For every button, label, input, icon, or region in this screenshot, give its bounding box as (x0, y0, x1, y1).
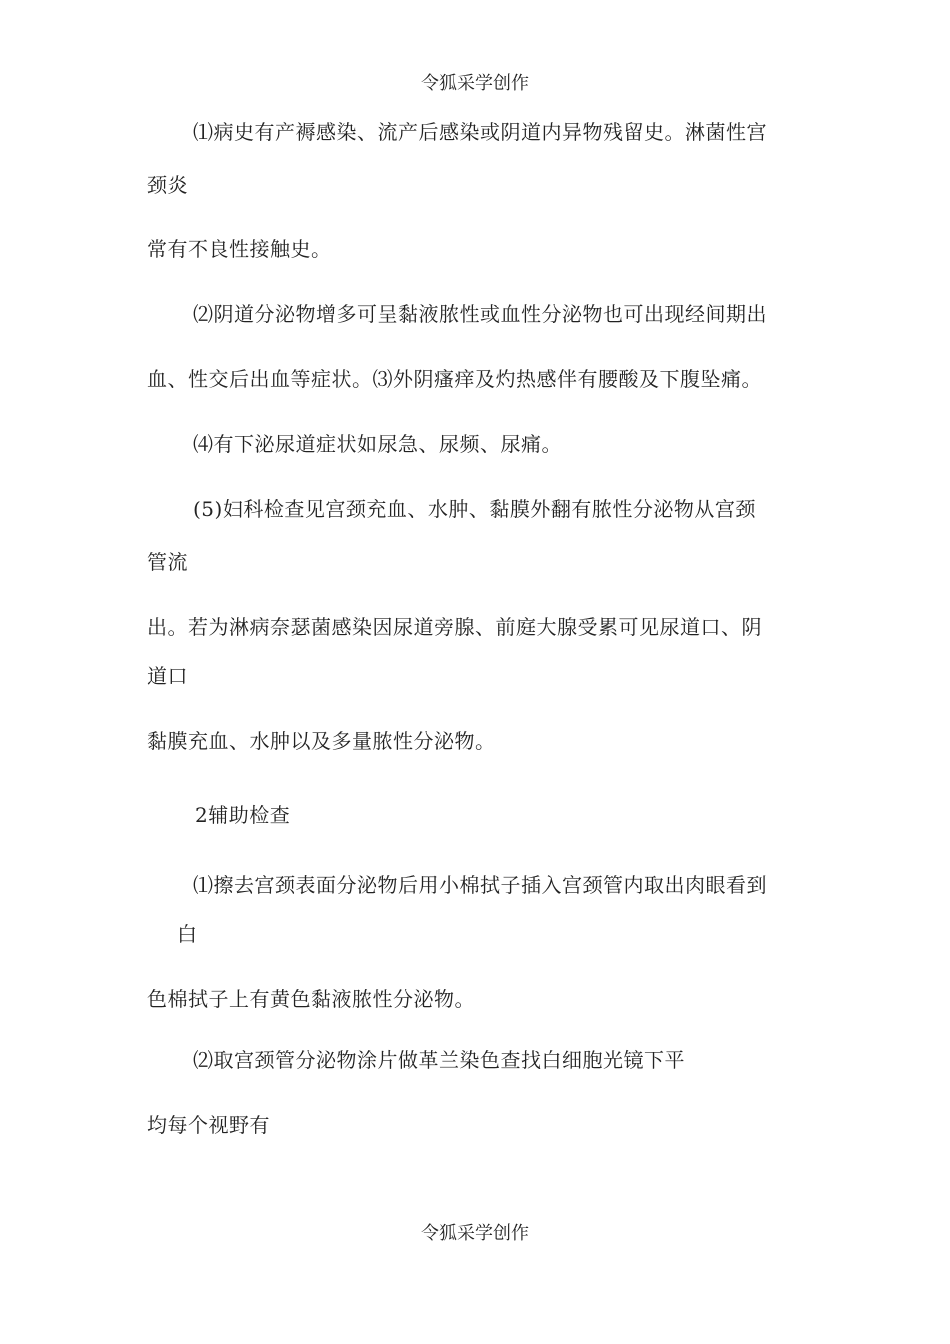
text-line: 出。若为淋病奈瑟菌感染因尿道旁腺、前庭大腺受累可见尿道口、阴 (147, 615, 762, 639)
text-line: ⑵阴道分泌物增多可呈黏液脓性或血性分泌物也可出现经间期出 (193, 302, 767, 326)
text-line: ⑴病史有产褥感染、流产后感染或阴道内异物残留史。淋菌性宫 (193, 120, 767, 144)
section-heading: 2辅助检查 (195, 803, 291, 827)
text-line: 色棉拭子上有黄色黏液脓性分泌物。 (147, 987, 475, 1011)
text-line: 白 (177, 922, 198, 946)
text-line: ⑴擦去宫颈表面分泌物后用小棉拭子插入宫颈管内取出肉眼看到 (193, 873, 767, 897)
text-line: 血、性交后出血等症状。⑶外阴瘙痒及灼热感伴有腰酸及下腹坠痛。 (147, 367, 762, 391)
text-line: 颈炎 (147, 173, 188, 197)
text-line: 黏膜充血、水肿以及多量脓性分泌物。 (147, 729, 496, 753)
text-line: 管流 (147, 550, 188, 574)
text-line: 均每个视野有 (147, 1113, 270, 1137)
text-line: ⑵取宫颈管分泌物涂片做革兰染色查找白细胞光镜下平 (193, 1048, 685, 1072)
text-line: (5)妇科检查见宫颈充血、水肿、黏膜外翻有脓性分泌物从宫颈 (193, 497, 756, 521)
text-line: 常有不良性接触史。 (147, 237, 332, 261)
page-footer: 令狐采学创作 (421, 1223, 529, 1244)
page-header: 令狐采学创作 (421, 73, 529, 94)
text-line: ⑷有下泌尿道症状如尿急、尿频、尿痛。 (193, 432, 562, 456)
text-line: 道口 (147, 664, 188, 688)
